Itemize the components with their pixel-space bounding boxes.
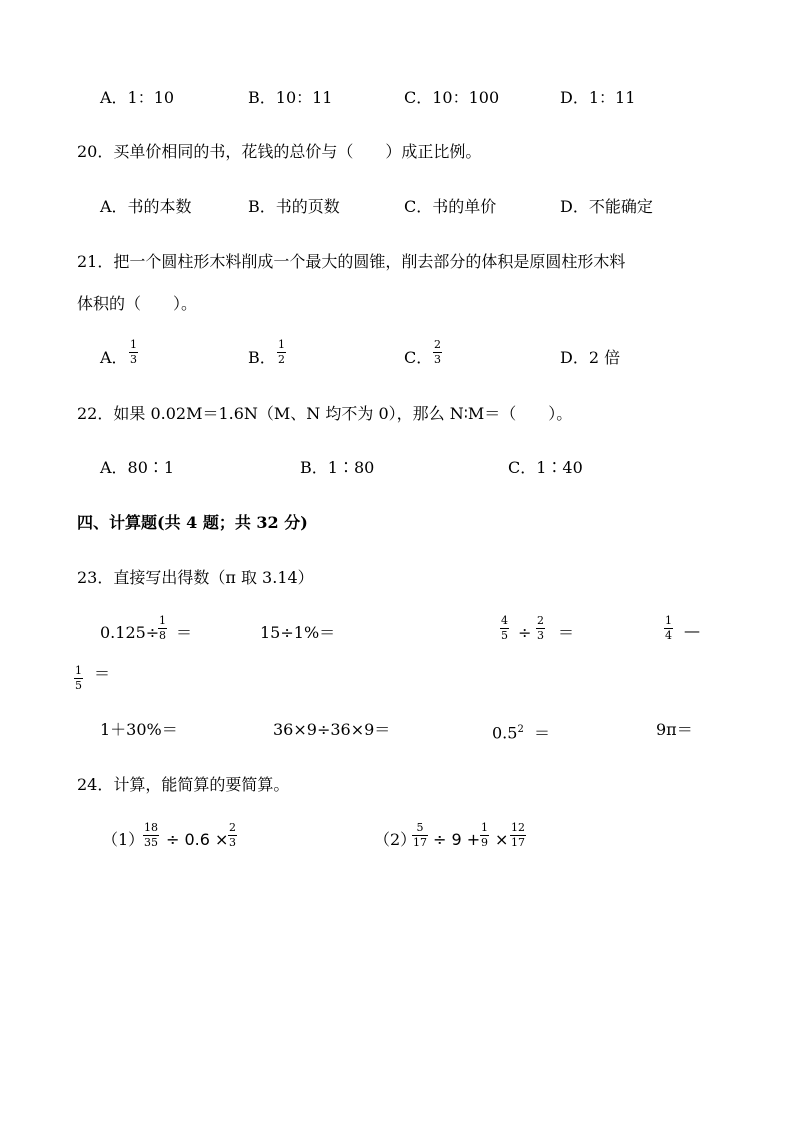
q23-r2-c-equals: ＝ — [534, 723, 551, 743]
denominator: 9 — [481, 836, 488, 849]
q21-option-c-label: C． — [404, 348, 433, 367]
denominator: 3 — [229, 836, 236, 849]
q23-stem: 23．直接写出得数（π 取 3.14） — [77, 568, 314, 587]
q23-r2-b: 36×9÷36×9＝ — [273, 720, 391, 739]
q21-option-d: D．2 倍 — [560, 348, 621, 367]
q24-p2-label: （2） — [374, 830, 417, 849]
numerator: 4 — [501, 614, 508, 627]
q21-option-a-denominator: 3 — [130, 353, 137, 366]
q23-r2-d: 9π＝ — [656, 720, 693, 739]
q21-option-b-label: B． — [248, 348, 276, 367]
q19-option-a: A．1：10 — [100, 88, 175, 107]
q23-r1-c-fraction-2 — [536, 615, 545, 642]
q23-r1-a-fraction — [158, 615, 167, 642]
q22-stem: 22．如果 0.02M＝1.6N（M、N 均不为 0），那么 N∶M＝（ ）。 — [77, 404, 573, 423]
q23-r1-d-operator: — — [684, 621, 700, 640]
q23-r2-c-exponent: 2 — [517, 724, 524, 735]
q24-p1-fraction-1 — [143, 822, 159, 849]
q23-r1-a-prefix: 0.125÷ — [100, 623, 160, 642]
q21-option-a-label: A． — [100, 348, 128, 367]
q20-option-a: A．书的本数 — [100, 197, 192, 216]
q23-r1-d-fraction-2 — [74, 665, 83, 692]
denominator: 4 — [665, 629, 672, 642]
q24-p2-middle-2: × — [495, 830, 509, 849]
q23-r2-c-base: 0.5 — [492, 723, 518, 743]
q20-option-b: B．书的页数 — [248, 197, 340, 216]
numerator: 2 — [229, 821, 236, 834]
numerator: 2 — [537, 614, 544, 627]
q24-p1-label: （1） — [102, 830, 145, 849]
q21-stem-line1: 21．把一个圆柱形木料削成一个最大的圆锥，削去部分的体积是原圆柱形木料 — [77, 252, 626, 271]
denominator: 8 — [159, 629, 166, 642]
numerator: 5 — [416, 821, 424, 834]
q24-p1-middle: ÷ 0.6 × — [166, 830, 229, 849]
denominator: 17 — [511, 836, 525, 849]
q22-option-c: C．1∶40 — [508, 458, 583, 477]
numerator: 1 — [481, 821, 488, 834]
denominator: 5 — [501, 629, 508, 642]
q23-r2-a: 1＋30%＝ — [100, 720, 178, 739]
denominator: 3 — [537, 629, 544, 642]
q23-r2-c — [492, 720, 550, 743]
q20-option-d: D．不能确定 — [560, 197, 653, 216]
q19-option-b: B．10：11 — [248, 88, 333, 107]
q21-option-a-numerator: 1 — [130, 338, 137, 351]
numerator: 18 — [144, 821, 158, 834]
q21-stem-line2: 体积的（ ）。 — [77, 294, 198, 313]
numerator: 1 — [159, 614, 166, 627]
q21-option-a-fraction — [129, 339, 138, 366]
q21-option-b-denominator: 2 — [278, 353, 285, 366]
numerator: 12 — [511, 821, 525, 834]
q21-option-c-fraction — [433, 339, 442, 366]
denominator: 35 — [144, 836, 158, 849]
denominator: 17 — [413, 836, 427, 849]
q24-p2-middle-1: ÷ 9 + — [433, 830, 481, 849]
q23-r1-d-fraction-1 — [664, 615, 673, 642]
q23-r1-b: 15÷1%＝ — [260, 623, 336, 642]
q21-option-b-fraction — [277, 339, 286, 366]
q23-r1-c-operator: ÷ — [518, 623, 532, 642]
numerator: 1 — [665, 614, 672, 627]
q21-option-c-numerator: 2 — [434, 338, 441, 351]
q23-r1-c-fraction-1 — [500, 615, 509, 642]
q22-option-a: A．80∶1 — [100, 458, 175, 477]
q21-option-b-numerator: 1 — [278, 338, 285, 351]
q21-option-c-denominator: 3 — [434, 353, 441, 366]
section-title: 四、计算题(共 4 题；共 32 分) — [77, 513, 308, 532]
q19-option-c: C．10：100 — [404, 88, 500, 107]
q20-stem: 20．买单价相同的书，花钱的总价与（ ）成正比例。 — [77, 142, 482, 161]
q24-p2-fraction-1 — [412, 822, 428, 849]
q23-r1-a-equals: ＝ — [176, 623, 193, 642]
q23-r1-c-equals: ＝ — [558, 623, 575, 642]
q24-p2-fraction-3 — [510, 822, 526, 849]
q20-option-c: C．书的单价 — [404, 197, 497, 216]
q19-option-d: D．1：11 — [560, 88, 636, 107]
q24-p1-fraction-2 — [228, 822, 237, 849]
q24-p2-fraction-2 — [480, 822, 489, 849]
q23-r1-d-equals: ＝ — [94, 664, 111, 683]
denominator: 5 — [75, 679, 82, 692]
q22-option-b: B．1∶80 — [300, 458, 375, 477]
numerator: 1 — [75, 664, 82, 677]
q24-stem: 24．计算，能简算的要简算。 — [77, 775, 290, 794]
